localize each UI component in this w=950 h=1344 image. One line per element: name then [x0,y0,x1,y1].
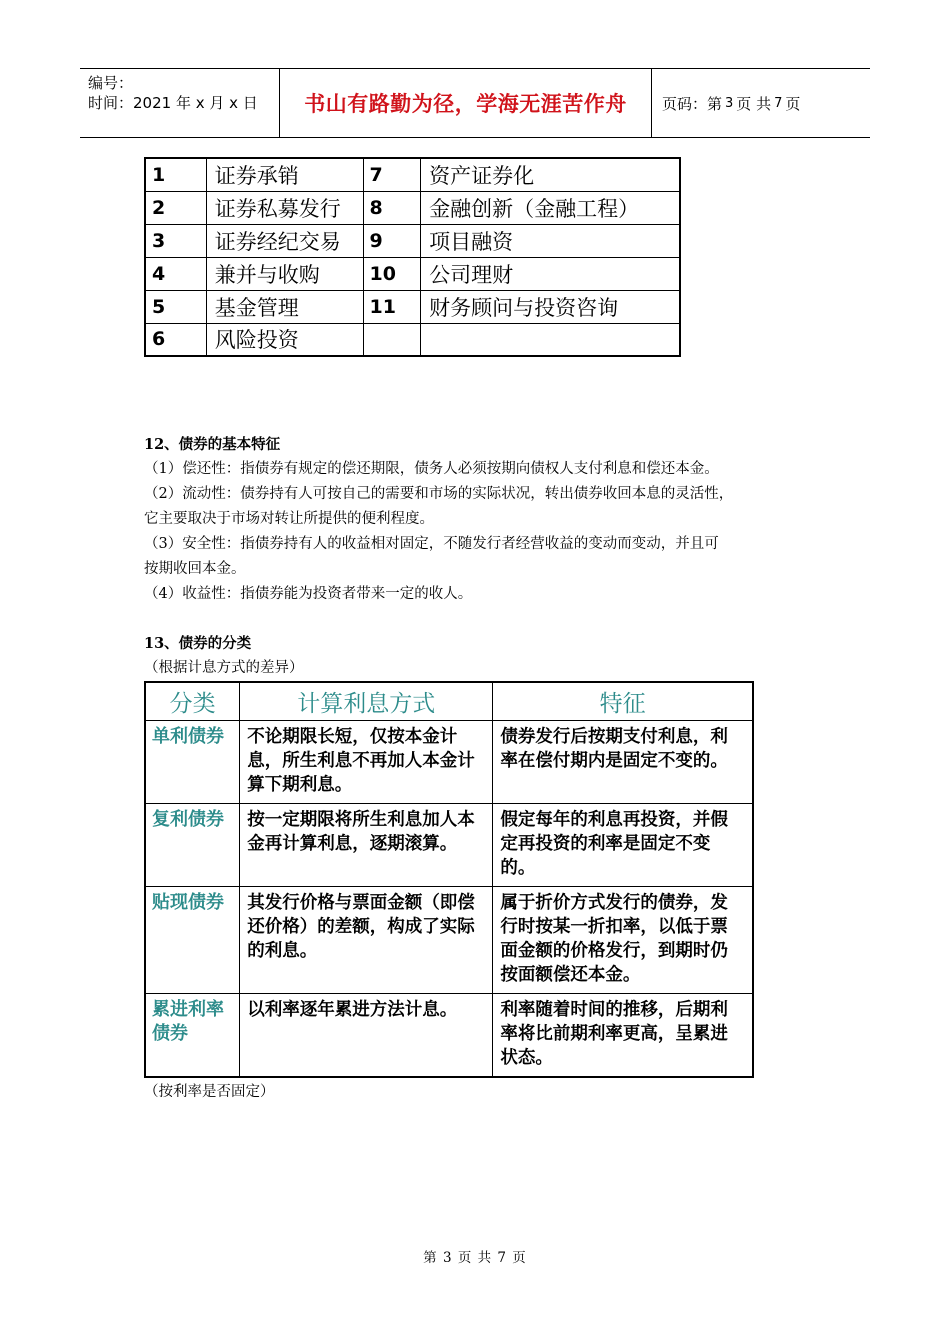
item-number: 2 [145,191,206,224]
bond-type: 复利债券 [145,804,240,887]
column-header: 分类 [145,682,240,721]
bond-feature: 利率随着时间的推移，后期利率将比前期利率更高，呈累进状态。 [493,994,753,1078]
paragraph-line: （1）偿还性：指债券有规定的偿还期限，债务人必须按期向债权人支付利息和偿还本金。 [144,461,719,477]
bond-feature: 属于折价方式发行的债券，发行时按某一折扣率，以低于票面金额的价格发行，到期时仍按面额偿还本金。 [493,887,753,994]
item-number: 4 [145,257,206,290]
paragraph-line: （2）流动性：债券持有人可按自己的需要和市场的实际状况，转出债券收回本息的灵活性， [144,486,734,502]
item-number: 5 [145,290,206,323]
page-prefix: 页码：第 [662,94,723,113]
item-label [421,323,680,356]
bond-type: 贴现债券 [145,887,240,994]
item-number: 10 [363,257,421,290]
section-subtitle: （根据计息方式的差异） [144,660,304,676]
header-meta [80,69,280,137]
interest-method: 以利率逐年累进方法计息。 [240,994,493,1078]
table-row [145,290,680,323]
time-label: 时间：2021 年 x 月 x 日 [88,94,258,112]
page-current: 3 [725,95,734,111]
item-number: 7 [363,158,421,191]
bond-classification-table [144,681,754,1078]
table-row [145,323,680,356]
page-header [80,68,870,138]
table-row [145,191,680,224]
paragraph-line: 它主要取决于市场对转让所提供的便利程度。 [144,511,434,527]
page-mid: 页 共 [736,94,772,113]
paragraph-line: （3）安全性：指债券持有人的收益相对固定，不随发行者经营收益的变动而变动，并且可 [144,536,719,552]
item-label: 项目融资 [421,224,680,257]
paragraph-line: 按期收回本金。 [144,561,246,577]
item-number: 1 [145,158,206,191]
section-bond-features [144,432,824,607]
interest-method: 其发行价格与票面金额（即偿还价格）的差额，构成了实际的利息。 [240,887,493,994]
interest-method: 按一定期限将所生利息加人本金再计算利息，逐期滚算。 [240,804,493,887]
bond-feature: 债券发行后按期支付利息，利率在偿付期内是固定不变的。 [493,721,753,804]
table-row [145,804,753,887]
page-suffix: 页 [785,94,801,113]
item-number: 6 [145,323,206,356]
item-label: 财务顾问与投资咨询 [421,290,680,323]
section-title: 13、债券的分类 [144,635,252,652]
table-row [145,158,680,191]
page-footer: 第 3 页 共 7 页 [423,1250,527,1266]
item-label: 风险投资 [206,323,363,356]
section-bond-classification [144,631,824,681]
column-header: 特征 [493,682,753,721]
section-title: 12、债券的基本特征 [144,436,281,453]
classification-note: （按利率是否固定） [144,1084,275,1100]
item-label: 金融创新（金融工程） [421,191,680,224]
bond-type: 单利债券 [145,721,240,804]
services-table [144,157,681,357]
interest-method: 不论期限长短，仅按本金计息，所生利息不再加人本金计算下期利息。 [240,721,493,804]
table-row [145,257,680,290]
item-number: 3 [145,224,206,257]
table-row [145,224,680,257]
item-number [363,323,421,356]
item-number: 11 [363,290,421,323]
page-total: 7 [774,95,783,111]
table-row [145,721,753,804]
item-label: 资产证券化 [421,158,680,191]
item-label: 公司理财 [421,257,680,290]
serial-label: 编号： [88,74,134,92]
header-page-info [652,69,870,137]
paragraph-line: （4）收益性：指债券能为投资者带来一定的收人。 [144,586,473,602]
item-label: 兼并与收购 [206,257,363,290]
item-label: 基金管理 [206,290,363,323]
bond-type: 累进利率债券 [145,994,240,1078]
item-label: 证券私募发行 [206,191,363,224]
table-row [145,887,753,994]
item-label: 证券承销 [206,158,363,191]
table-header-row [145,682,753,721]
bond-feature: 假定每年的利息再投资，并假定再投资的利率是固定不变的。 [493,804,753,887]
header-motto: 书山有路勤为径，学海无涯苦作舟 [280,69,652,137]
item-number: 8 [363,191,421,224]
column-header: 计算利息方式 [240,682,493,721]
item-label: 证券经纪交易 [206,224,363,257]
table-row [145,994,753,1078]
item-number: 9 [363,224,421,257]
